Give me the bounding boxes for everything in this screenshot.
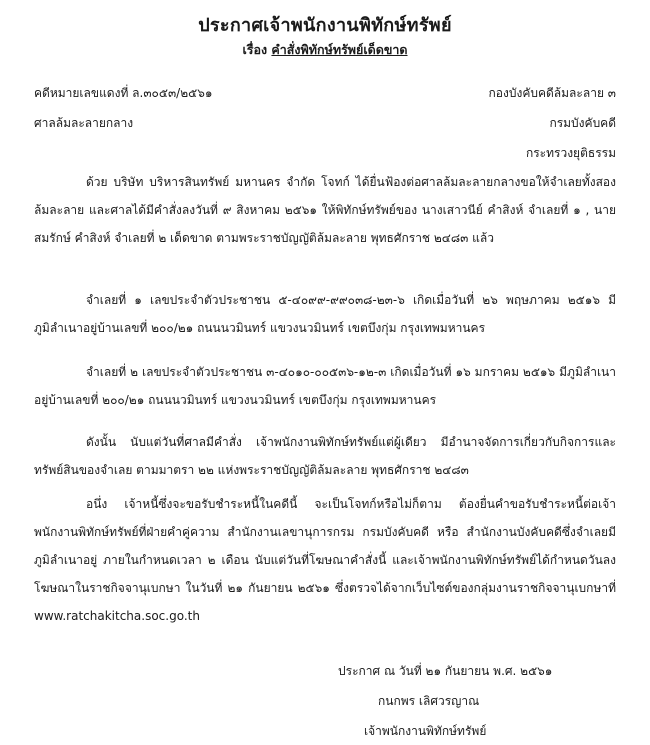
division: กองบังคับคดีล้มละลาย ๓ bbox=[488, 86, 616, 100]
paragraph-creditors: อนึ่ง เจ้าหนี้ซึ่งจะขอรับชำระหนี้ในคดีนี้ จะเป็นโจทก์หรือไม่ก็ตาม ต้องยื่นคำขอรับชำระหนี้ต่อเจ้าพนักงานพิทักษ์ทรัพย์ที่ฝ่ายคำคู่ความ สำนักงานเลขานุการกรม กรมบังคับคดี หรือ สำนักงานบังคับคดีซึ่งจำเลยมีภูมิลำเนาอยู่ ภายในกำหนดเวลา ๒ เดือน นับแต่วันที่โฆษณาคำสั่งนี้ และเจ้าพนักงานพิทักษ์ทรัพย์ได้กำหนดวันลงโฆษณาในราชกิจจานุเบกษา ในวันที่ ๒๑ กันยายน ๒๕๖๑ ซึ่งตรวจได้จากเว็บไซต์ของกลุ่มงานราชกิจจานุเบกษาที่ www.ratchakitcha.soc.go.th bbox=[34, 497, 616, 623]
signer-title: เจ้าพนักงานพิทักษ์ทรัพย์ bbox=[364, 724, 487, 738]
court-name: ศาลล้มละลายกลาง bbox=[34, 116, 134, 130]
document-title: ประกาศเจ้าพนักงานพิทักษ์ทรัพย์ bbox=[198, 15, 452, 36]
document-subject bbox=[0, 40, 650, 60]
case-number: คดีหมายเลขแดงที่ ล.๓๐๕๓/๒๕๖๑ bbox=[34, 86, 213, 100]
subject-text: คำสั่งพิทักษ์ทรัพย์เด็ดขาด bbox=[271, 42, 408, 57]
paragraph-authority: ดังนั้น นับแต่วันที่ศาลมีคำสั่ง เจ้าพนักงานพิทักษ์ทรัพย์แต่ผู้เดียว มีอำนาจจัดการเกี่ยวกับกิจการและทรัพย์สินของจำเลย ตามมาตรา ๒๒ แห่งพระราชบัญญัติล้มละลาย พุทธศักราช ๒๔๘๓ bbox=[34, 435, 616, 477]
paragraph-defendant-1: จำเลยที่ ๑ เลขประจำตัวประชาชน ๕-๔๐๙๙-๙๙๐๓๘-๒๓-๖ เกิดเมื่อวันที่ ๒๖ พฤษภาคม ๒๕๑๖ มีภูมิลำเนาอยู่บ้านเลขที่ ๒๐๐/๒๑ ถนนนวมินทร์ แขวงนวมินทร์ เขตบึงกุ่ม กรุงเทพมหานคร bbox=[34, 293, 616, 335]
subject-prefix: เรื่อง bbox=[242, 42, 272, 57]
paragraph-defendant-2: จำเลยที่ ๒ เลขประจำตัวประชาชน ๓-๔๐๑๐-๐๐๕๓๖-๑๒-๓ เกิดเมื่อวันที่ ๑๖ มกราคม ๒๕๑๖ มีภูมิลำเนาอยู่บ้านเลขที่ ๒๐๐/๒๑ ถนนนวมินทร์ แขวงนวมินทร์ เขตบึงกุ่ม กรุงเทพมหานคร bbox=[34, 365, 616, 407]
announce-date: ประกาศ ณ วันที่ ๒๑ กันยายน พ.ศ. ๒๕๖๑ bbox=[338, 664, 553, 678]
department: กรมบังคับคดี bbox=[549, 116, 616, 130]
paragraph-intro: ด้วย บริษัท บริหารสินทรัพย์ มหานคร จำกัด โจทก์ ได้ยื่นฟ้องต่อศาลล้มละลายกลางขอให้จำเลยทั้งสองล้มละลาย และศาลได้มีคำสั่งลงวันที่ ๙ สิงหาคม ๒๕๖๑ ให้พิทักษ์ทรัพย์ของ นางเสาวนีย์ คำสิงห์ จำเลยที่ ๑ , นายสมรักษ์ คำสิงห์ จำเลยที่ ๒ เด็ดขาด ตามพระราชบัญญัติล้มละลาย พุทธศักราช ๒๔๘๓ แล้ว bbox=[34, 175, 616, 245]
signer-name: กนกพร เลิศวรญาณ bbox=[378, 694, 480, 708]
ministry: กระทรวงยุติธรรม bbox=[525, 146, 616, 160]
